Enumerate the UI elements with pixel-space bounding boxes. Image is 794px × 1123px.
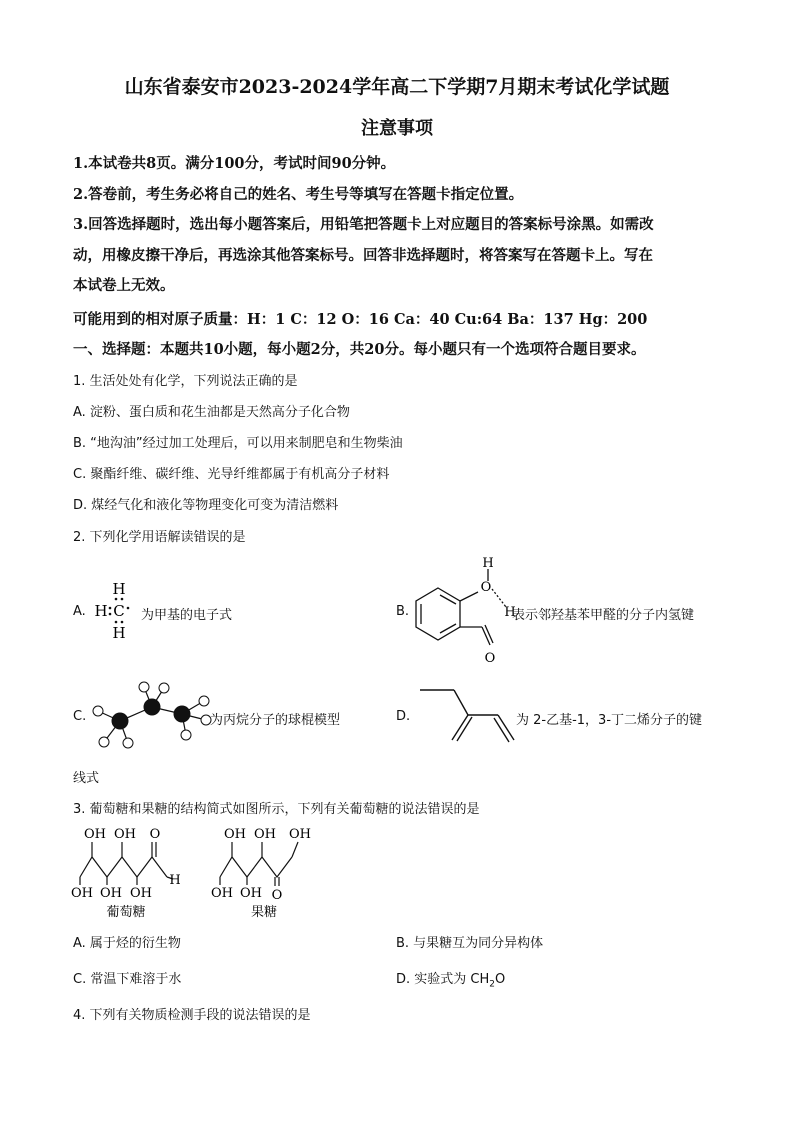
- note-2: 2.答卷前，考生务必将自己的姓名、考生号等填写在答题卡指定位置。: [73, 186, 524, 203]
- glucose-structure: [70, 822, 190, 922]
- q2-b-desc: 表示邻羟基苯甲醛的分子内氢键: [512, 608, 695, 623]
- b-h-aldehyde: H: [504, 605, 516, 620]
- q2-a-desc: 为甲基的电子式: [141, 608, 233, 623]
- q2-stem: 2. 下列化学用语解读错误的是: [73, 530, 246, 545]
- note-3-end: 本试卷上无效。: [73, 277, 175, 294]
- q1-option-a: A. 淀粉、蛋白质和花生油都是天然高分子化合物: [73, 405, 350, 420]
- glucose-oh-5: OH: [130, 886, 152, 901]
- methyl-electron-formula: [90, 578, 142, 642]
- q2-d-letter: D.: [396, 709, 411, 724]
- glucose-oh-3: OH: [71, 886, 93, 901]
- notice-title: 注意事项: [361, 118, 433, 139]
- q3-stem: 3. 葡萄糖和果糖的结构简式如图所示，下列有关葡萄糖的说法错误的是: [73, 802, 480, 817]
- q3-option-d-sub: 2: [489, 979, 495, 990]
- note-3: 3.回答选择题时，选出每小题答案后，用铅笔把答题卡上对应题目的答案标号涂黑。如需改: [73, 216, 654, 233]
- methyl-h-bottom: H: [112, 624, 126, 642]
- fructose-oh-3: OH: [289, 827, 311, 842]
- q1-stem: 1. 生活处处有化学，下列说法正确的是: [73, 374, 298, 389]
- q3-option-c: C. 常温下难溶于水: [73, 972, 182, 987]
- q4-stem: 4. 下列有关物质检测手段的说法错误的是: [73, 1008, 311, 1023]
- q2-d-desc-cont: 线式: [73, 771, 100, 786]
- glucose-oh-2: OH: [114, 827, 136, 842]
- q3-option-a: A. 属于烃的衍生物: [73, 936, 181, 951]
- fructose-oh-4: OH: [211, 886, 233, 901]
- b-o-hydroxyl: O: [480, 580, 492, 595]
- note-3-cont: 动，用橡皮擦干净后，再选涂其他答案标号。回答非选择题时，将答案写在答题卡上。写在: [73, 247, 653, 264]
- q3-option-d-main: D. 实验式为 CH: [396, 972, 490, 987]
- fructose-structure: [210, 822, 330, 922]
- glucose-oh-4: OH: [100, 886, 122, 901]
- fructose-oh-2: OH: [254, 827, 276, 842]
- methyl-h-top: H: [112, 580, 126, 598]
- glucose-h: H: [169, 873, 181, 888]
- glucose-oh-1: OH: [84, 827, 106, 842]
- q1-option-c: C. 聚酯纤维、碳纤维、光导纤维都属于有机高分子材料: [73, 467, 390, 482]
- hydroxybenzaldehyde-structure: [412, 555, 517, 670]
- section-heading: 一、选择题：本题共10小题，每小题2分，共20分。每小题只有一个选项符合题目要求。: [73, 341, 646, 358]
- q2-a-letter: A.: [73, 604, 86, 619]
- q2-c-letter: C.: [73, 709, 87, 724]
- glucose-label: 葡萄糖: [106, 905, 146, 920]
- q1-option-b: B. “地沟油”经过加工处理后，可以用来制肥皂和生物柴油: [73, 436, 403, 451]
- fructose-o: O: [271, 888, 283, 903]
- atomic-mass-line: 可能用到的相对原子质量：H：1 C：12 O：16 Ca：40 Cu:64 Ba：137 Hg：200: [73, 311, 648, 328]
- q2-d-desc: 为 2-乙基-1，3-丁二烯分子的键: [516, 713, 703, 728]
- b-h-top: H: [482, 556, 494, 571]
- q3-option-d: [396, 968, 505, 990]
- b-o-carbonyl: O: [484, 651, 496, 666]
- q1-option-d: D. 煤经气化和液化等物理变化可变为清洁燃料: [73, 498, 339, 513]
- fructose-oh-5: OH: [240, 886, 262, 901]
- note-1: 1.本试卷共8页。满分100分，考试时间90分钟。: [73, 155, 396, 172]
- q3-option-b: B. 与果糖互为同分异构体: [396, 936, 544, 951]
- ethyl-butadiene-skeletal-formula: [414, 680, 519, 750]
- page-title: 山东省泰安市2023-2024学年高二下学期7月期末考试化学试题: [124, 76, 670, 98]
- fructose-label: 果糖: [250, 905, 278, 920]
- glucose-o: O: [149, 827, 161, 842]
- fructose-oh-1: OH: [224, 827, 246, 842]
- q2-b-letter: B.: [396, 604, 410, 619]
- methyl-h-left: H: [94, 602, 108, 620]
- methyl-c: C: [113, 602, 125, 620]
- q3-option-d-tail: O: [495, 972, 506, 987]
- q2-c-desc: 为丙烷分子的球棍模型: [210, 713, 341, 728]
- propane-ball-stick-model: [90, 680, 215, 750]
